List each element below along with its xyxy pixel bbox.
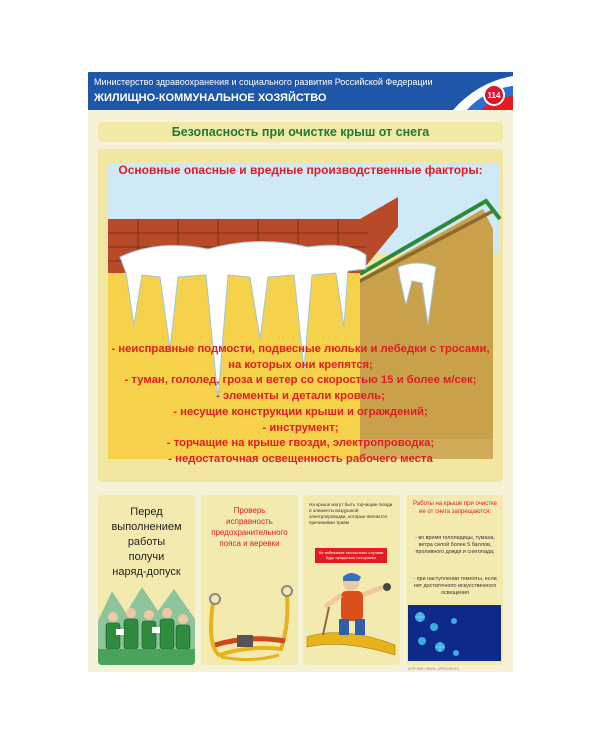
factor-item: на которых они крепятся; [228,358,373,371]
poster-title: Безопасность при очистке крыш от снега [171,125,430,139]
prohibition-item: - при наступлении темноты, если нет достаточного искусственного освещения [413,576,497,596]
title-band [98,122,503,142]
workers-icon [98,495,195,665]
card-line: пояса и веревки [219,539,280,548]
safety-belt-icon [201,495,298,665]
factor-item: - элементы и детали кровель; [216,390,385,403]
card-line: выполнением [111,521,182,533]
factor-item: - несущие конструкции крыши и ограждений; [173,405,428,418]
prohibitions-heading: Работы на крыше при очистке ее от снега запрещаются: [413,501,497,515]
main-illustration-panel [98,149,503,482]
factor-item: - торчащие на крыше гвозди, электропроводка; [166,437,435,450]
prohibition-item: - во время гололедицы, тумана, ветра силой более 5 баллов, проливного дождя и снегопада; [415,535,495,555]
card-line: Проверь [233,506,266,515]
footer-credit: АПРОКИН WWW. APROKIN.RU [408,667,460,671]
night-snowflakes-icon [406,495,503,665]
card-roof-hazards-text: На крыше могут быть торчащие гвозди и элементы воздушной электропроводки, которые являются причиниями травм [309,502,393,525]
factors-list [98,342,503,468]
card-line: получи [128,551,165,563]
worker-slipping-icon [303,495,400,665]
warning-sign: Во избежание несчастных случаев будь предельно осторожен [315,548,387,563]
card-prohibitions [406,495,503,665]
poster-number-badge: 114 [483,84,505,106]
factor-item: - инструмент; [262,421,339,434]
card-line: работы [127,536,166,548]
header-bar [88,72,513,110]
section-name: ЖИЛИЩНО-КОММУНАЛЬНОЕ ХОЗЯЙСТВО [94,92,327,104]
card-line: предохранительного [211,528,288,537]
card-work-permit [98,495,195,665]
poster [88,72,513,672]
card-line: исправность [226,517,273,526]
card-roof-hazards [303,495,400,665]
factor-item: - туман, гололед, гроза и ветер со скоростью 15 и более м/сек; [124,374,477,387]
card-line: наряд-допуск [112,566,181,578]
factor-item: - неисправные подмости, подвесные люльки и лебедки с тросами, [111,343,490,355]
card-line: Перед [130,506,163,518]
ministry-name: Министерство здравоохранения и социального развития Российской Федерации [94,77,433,87]
factors-heading: Основные опасные и вредные производственные факторы: [118,163,483,177]
card-safety-belt [201,495,298,665]
factor-item: - недостаточная освещенность рабочего места [168,452,433,465]
